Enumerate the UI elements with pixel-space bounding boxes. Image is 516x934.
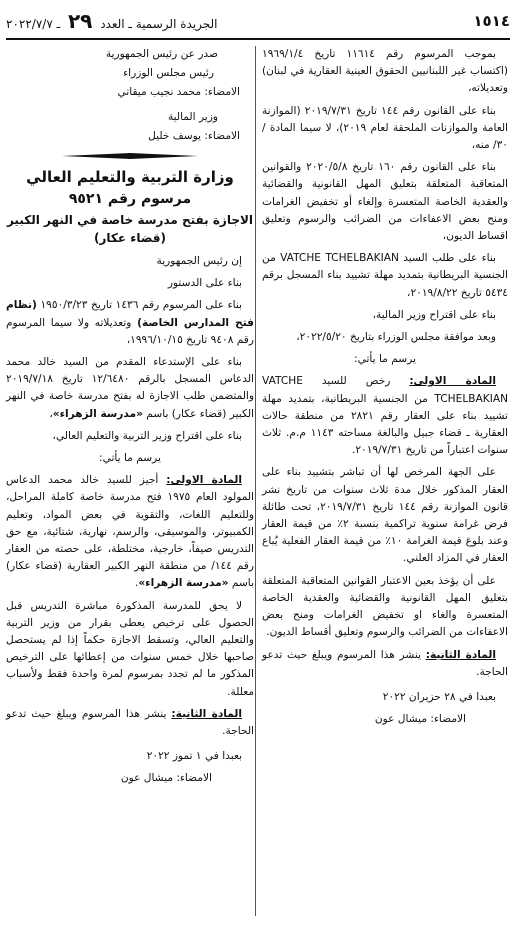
pm-signature: الامضاء: محمد نجيب ميقاتي [117,86,240,98]
decree-date: بعبدا في ٢٨ حزيران ٢٠٢٢ [382,690,496,703]
paragraph: بناء على الدستور [167,277,242,290]
left-column [6,46,254,793]
decree-intro: يرسم ما يأتي: [354,353,416,366]
paragraph [6,297,254,349]
text-span: بناء على الإستدعاء المقدم من السيد خالد محمد الدعاس المسجل بالرقم ١٢/٦٤٨٠ تاريخ ٢٠١٩/٧/١٨ والمتضمن طلب الاجازة له بفتح مدرسة خاصة في النهر الكبير (قضاء عكار) باسم [6,356,254,420]
divider-ornament [62,153,198,159]
article-label: المادة الثانية: [425,648,496,661]
signature: الامضاء: ميشال عون [374,713,466,726]
section-divider [6,153,254,159]
ministry-title: وزارة التربية والتعليم العالي [26,168,234,186]
paragraph: على الجهة المرخص لها أن تباشر بتشييد بناء على العقار المذكور خلال مدة ثلاث سنوات من تاريخ نشر قانون الموازنة رقم ١٤٤ تاريخ ٢٠١٩/٧/٣١، تحت طائلة فرض غرامة سنوية تراكمية بنسبة ٢٪ من قيمة العقار وعند بلوغ قيمة الغرامة ١٠٪ من قيمة العقار الفعلية يُباع العقار في المزاد العلني. [262,466,508,565]
text-span: وتعديلاته ولا سيما المرسوم رقم ٩٤٠٨ تاريخ ١٩٩٦/١٠/١٥، [6,316,254,346]
article-label: المادة الاولى: [409,375,496,388]
paragraph [6,354,254,423]
text-span: أجيز للسيد خالد محمد الدعاس المولود العام ١٩٧٥ فتح مدرسة خاصة كاملة المراحل، وللتعليم اللغات، والتقوية في بعض المواد، وتعليم الكمبيوتر، والموسيقى، والرسم، نهارية، شتائية، مع حق التدريس صيفاً، خارجية، مختلطة، على حصته من العقار رقم ١٤٤/ من منطقة النهر الكبير العقارية (قضاء عكار) باسم [6,474,254,590]
page-number: ١٥١٤ [473,12,510,30]
subject-line: الاجازة بفتح مدرسة خاصة في النهر الكبير [6,213,254,227]
decree-subject [6,211,254,247]
article-text: ينشر هذا المرسوم ويبلغ حيث تدعو الحاجة. [6,707,254,738]
issue-date: ـ ٢٠٢٢/٧/٧ [6,17,61,31]
journal-prefix: الجريدة الرسمية ـ العدد [100,17,218,31]
article-two [6,706,254,740]
decree-date: بعبدا في ١ تموز ٢٠٢٢ [146,750,242,763]
article-text: رخص للسيد VATCHE TCHELBAKIAN من الجنسية البريطانية، بتمديد مهلة تشييد بناء على العقار رقم ٢٨٢١ من منطقة حالات العقارية ـ قضاء جبيل والبالغة مساحته ١١٤٣ م.م. ثلاث سنوات اعتباراً من تاريخ ٢٠١٩/٧/٣١. [262,375,508,457]
text-span: (نظام فتح المدارس الخاصة) [6,299,254,329]
paragraph: بموجب المرسوم رقم ١١٦١٤ تاريخ ١٩٦٩/١/٤ (اكتساب غير اللبنانيين الحقوق العينية العقارية في لبنان) وتعديلاته، [262,48,508,95]
article-text: ينشر هذا المرسوم ويبلغ حيث تدعو الحاجة. [262,648,508,678]
paragraph: بناء على القانون رقم ١٤٤ تاريخ ٢٠١٩/٧/٣١ (الموازنة العامة والموازنات الملحقة لعام ٢٠١٩)، لا سيما المادة /٣٠/ منه، [262,104,508,152]
text-span: ، [49,407,53,420]
text-span: . [134,577,139,590]
article-label: المادة الاولى: [166,474,243,487]
journal-title [6,9,218,33]
text-span: «مدرسة الزهراء» [138,577,229,590]
paragraph: بناء على اقتراح وزير المالية، [372,308,496,321]
article-label: المادة الثانية: [171,707,242,720]
right-column [255,46,508,916]
text-span: «مدرسة الزهراء» [52,407,143,420]
page-header [6,4,510,40]
subject-line: (قضاء عكار) [93,231,167,245]
article-two [262,647,508,681]
paragraph: إن رئيس الجمهورية [156,255,242,267]
article-one [6,472,254,592]
pm-title: رئيس مجلس الوزراء [123,67,214,79]
decree-number: مرسوم رقم ٩٥٢١ [68,191,192,207]
paragraph: على أن يؤخذ بعين الاعتبار القوانين المتعاقبة المتعلقة بتعليق المهل القانونية والقضائية والعقدية الخاصة المتعسرة والغاء او تخفيض الغرامات ومنح بعض الاعفاءات من الضرائب والرسوم وتعليق أقساط الديون. [262,574,508,639]
paragraph: بناء على طلب السيد VATCHE TCHELBAKIAN من الجنسية البريطانية بتمديد مهلة تشييد بناء المسجل برقم ٥٤٣٤ تاريخ ٢٠١٩/٨/٢٢، [262,252,508,299]
decree-intro: يرسم ما يأتي: [99,452,161,465]
issued-by: صدر عن رئيس الجمهورية [105,48,218,60]
signature: الامضاء: ميشال عون [120,772,212,785]
paragraph: وبعد موافقة مجلس الوزراء بتاريخ ٢٠٢٢/٥/٢٠، [296,331,496,344]
paragraph: بناء على اقتراح وزير التربية والتعليم العالي، [52,429,242,442]
paragraph: لا يحق للمدرسة المذكورة مباشرة التدريس قبل الحصول على ترخيص يعطى بقرار من وزير التربية والتعليم العالي، وتسقط الاجازة حكماً إذا لم يستحصل صاحبها خلال خمس سنوات من إعطائها على الترخيص المذكور ما لم تجدد بمرسوم لمرة واحدة فقط ولأسباب معللة. [6,599,254,698]
text-span: بناء على المرسوم رقم ١٤٣٦ تاريخ ١٩٥٠/٣/٢٣ [36,299,242,312]
signature-block [6,46,254,145]
finance-minister-title: وزير المالية [167,111,218,123]
issue-number: ٢٩ [67,9,93,33]
finance-minister-signature: الامضاء: يوسف خليل [148,130,240,142]
paragraph: بناء على القانون رقم ١٦٠ تاريخ ٢٠٢٠/٥/٨ والقوانين المتعاقبة المتعلقة بتعليق المهل القانونية والقضائية والعقدية الخاصة المتعسرة وإلغاء أو تخفيض الغرامات ومنح بعض الاعفاءات من الضرائب والرسوم وتعليق اقساط الديون، [262,161,508,243]
article-one [262,373,508,459]
